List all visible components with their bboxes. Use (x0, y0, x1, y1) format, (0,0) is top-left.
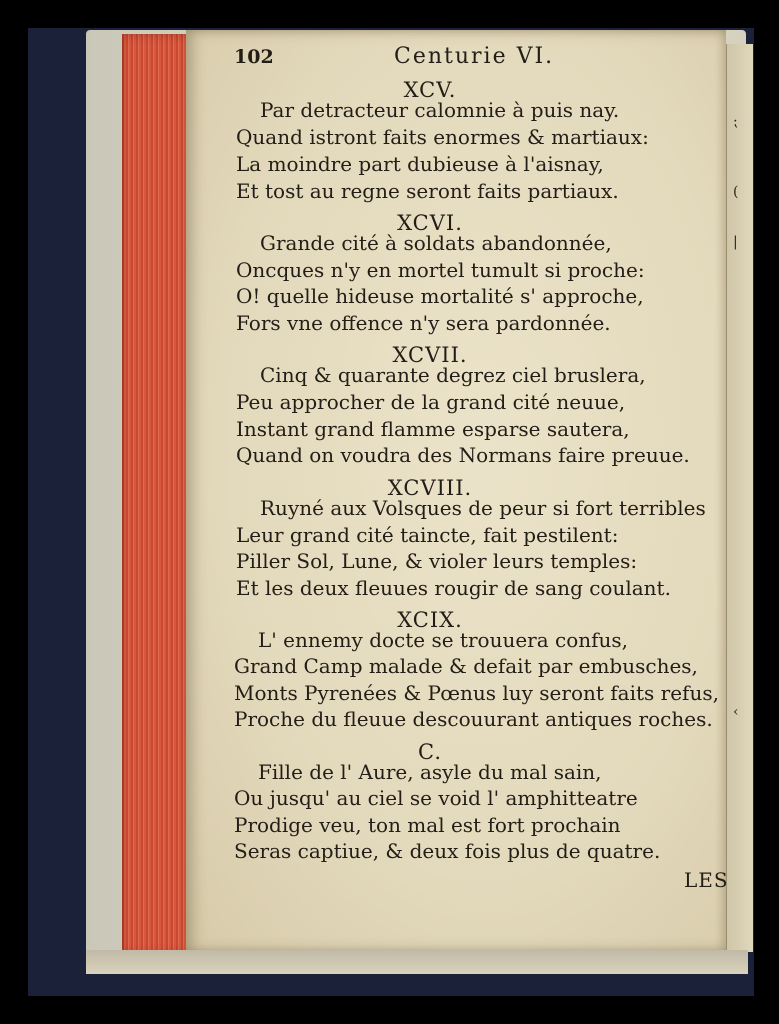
verse-line: Quand istront faits enormes & martiaux: (236, 125, 649, 149)
verse-line: Et tost au regne seront faits partiaux. (236, 179, 619, 203)
verse-line: O! quelle hideuse mortalité s' approche, (236, 284, 644, 308)
verse-line: Grande cité à soldats abandonnée, (260, 231, 612, 255)
page-header (234, 46, 574, 76)
verse-line: Grand Camp malade & defait par embusches, (234, 654, 698, 678)
verse-line: Monts Pyrenées & Pœnus luy seront faits refus, (234, 681, 719, 705)
verse-line: Peu approcher de la grand cité neuue, (236, 390, 626, 414)
verse-line: Quand on voudra des Normans faire preuue. (236, 443, 690, 467)
verse-line: Ou jusqu' au ciel se void l' amphitteatre (234, 786, 638, 810)
verse-line: Et les deux fleuues rougir de sang coulant. (236, 576, 671, 600)
quatrain-number: XCVI. (397, 211, 463, 235)
running-title: Centurie VI. (394, 44, 555, 69)
facing-page-mark: ( (733, 184, 739, 200)
verse-line: Piller Sol, Lune, & violer leurs temples: (236, 549, 638, 573)
verse-line: Leur grand cité taincte, fait pestilent: (236, 523, 619, 547)
verse-line: La moindre part dubieuse à l'aisnay, (236, 152, 604, 176)
facing-page-mark: | (733, 234, 738, 250)
verse-line: Prodige veu, ton mal est fort prochain (234, 813, 621, 837)
verse-line: Fors vne offence n'y sera pardonnée. (236, 311, 611, 335)
verse-line: Instant grand flamme esparse sautera, (236, 417, 630, 441)
quatrain-number: XCIX. (397, 608, 463, 632)
verse-line: Proche du fleuue descouurant antiques roches. (234, 707, 713, 731)
verse-line: Ruyné aux Volsques de peur si fort terribles (260, 496, 706, 520)
verse-line: L' ennemy docte se trouuera confus, (258, 628, 629, 652)
verse-line: Oncques n'y en mortel tumult si proche: (236, 258, 645, 282)
catchword: LES (684, 868, 729, 892)
red-page-edges (122, 34, 196, 954)
facing-page-edge (726, 44, 753, 952)
quatrain-number: XCVII. (392, 343, 468, 367)
facing-page-mark: ‹ (733, 704, 739, 720)
verse-line: Fille de l' Aure, asyle du mal sain, (258, 760, 602, 784)
facing-page-mark: ⁏ (733, 114, 738, 130)
quatrain-number: C. (418, 740, 442, 764)
quatrain-number: XCV. (403, 78, 457, 102)
page-number: 102 (234, 46, 274, 68)
verse-line: Seras captiue, & deux fois plus de quatre. (234, 839, 661, 863)
verse-line: Par detracteur calomnie à puis nay. (260, 98, 620, 122)
quatrain-number: XCVIII. (387, 476, 473, 500)
verse-line: Cinq & quarante degrez ciel bruslera, (260, 363, 646, 387)
book-bottom-edge (86, 950, 748, 974)
